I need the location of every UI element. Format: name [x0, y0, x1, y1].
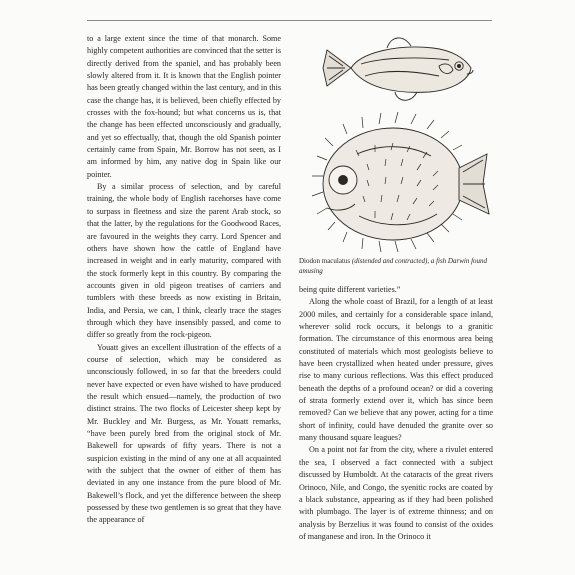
contracted-fish [323, 38, 473, 100]
caption-species: Diodon maculatus [299, 257, 351, 265]
paragraph: Youatt gives an excellent illustration of the effects of a course of selection, which may be considered as unconsciously followed, in so far that the breeders could never have expected or even have wished to have produced the result which ensued—namely, the production of two distinct strains. The two flocks of Leicester sheep kept by Mr. Buckley and Mr. Burgess, as Mr. Youatt remarks, “have been purely bred from the original stock of Mr. Bakewell for upwards of fifty years. There is not a suspicion existing in the mind of any one at all acquainted with the subject that the owner of either of them has deviated in any one instance from the pure blood of Mr. Bakewell’s flock, and yet the difference between the sheep possessed by these two gentlemen is so great that they have the appearance of [87, 342, 281, 525]
figure-caption [299, 257, 493, 276]
distended-fish [323, 128, 489, 240]
pufferfish-illustration [299, 36, 493, 252]
left-text-column [87, 33, 281, 527]
paragraph: On a point not far from the city, where a rivulet entered the sea, I observed a fact connected with a subject discussed by Humboldt. At the cataracts of the great rivers Orinoco, Nile, and Congo, the syenitic rocks are coated by a black substance, appearing as if they had been polished with plumbago. The layer is of extreme thinness; and on analysis by Berzelius it was found to consist of the oxides of manganese and iron. In the Orinoco it [299, 445, 493, 541]
paragraph: Along the whole coast of Brazil, for a length of at least 2000 miles, and certainly for a considerable space inland, wherever solid rock occurs, it belongs to a granitic formation. The circumstance of this enormous area being constituted of materials which most geologists believe to have been crystallized when heated under pressure, gives rise to many curious reflections. Was this effect produced beneath the depths of a profound ocean? or did a covering of strata formerly extend over it, which has since been removed? Can we believe that any power, acting for a time short of infinity, could have denuded the granite over so many thousand square leagues? [299, 297, 493, 443]
paragraph: being quite different varieties.” [299, 285, 401, 294]
fish-engraving [299, 36, 493, 252]
paragraph: By a similar process of selection, and by careful training, the whole body of English racehorses have come to surpass in fleetness and size the parent Arab stock, so that the latter, by the regulations for the Goodwood Races, are favoured in the weights they carry. Lord Spencer and others have shown how the cattle of England have increased in weight and in early maturity, compared with the stock formerly kept in this country. By comparing the accounts given in old pigeon treatises of carriers and tumblers with these breeds as now existing in Britain, India, and Persia, we can, I think, clearly trace the stages through which they have insensibly passed, and come to differ so greatly from the rock-pigeon. [87, 182, 281, 340]
caption-description: (distended and contracted), a fish Darwin found amusing [299, 257, 488, 275]
header-rule [87, 20, 492, 21]
paragraph: to a large extent since the time of that monarch. Some highly competent authorities are convinced that the setter is directly derived from the spaniel, and has probably been slowly altered from it. It is known that the English pointer has been greatly changed within the last century, and in this case the change has, it is believed, been chiefly effected by crosses with the fox-hound; but what concerns us is, that the change has been effected unconsciously and gradually, and yet so effectually, that, though the old Spanish pointer certainly came from Spain, Mr. Borrow has not seen, as I am informed by him, any native dog in Spain like our pointer. [87, 34, 281, 179]
right-text-column [299, 284, 493, 543]
